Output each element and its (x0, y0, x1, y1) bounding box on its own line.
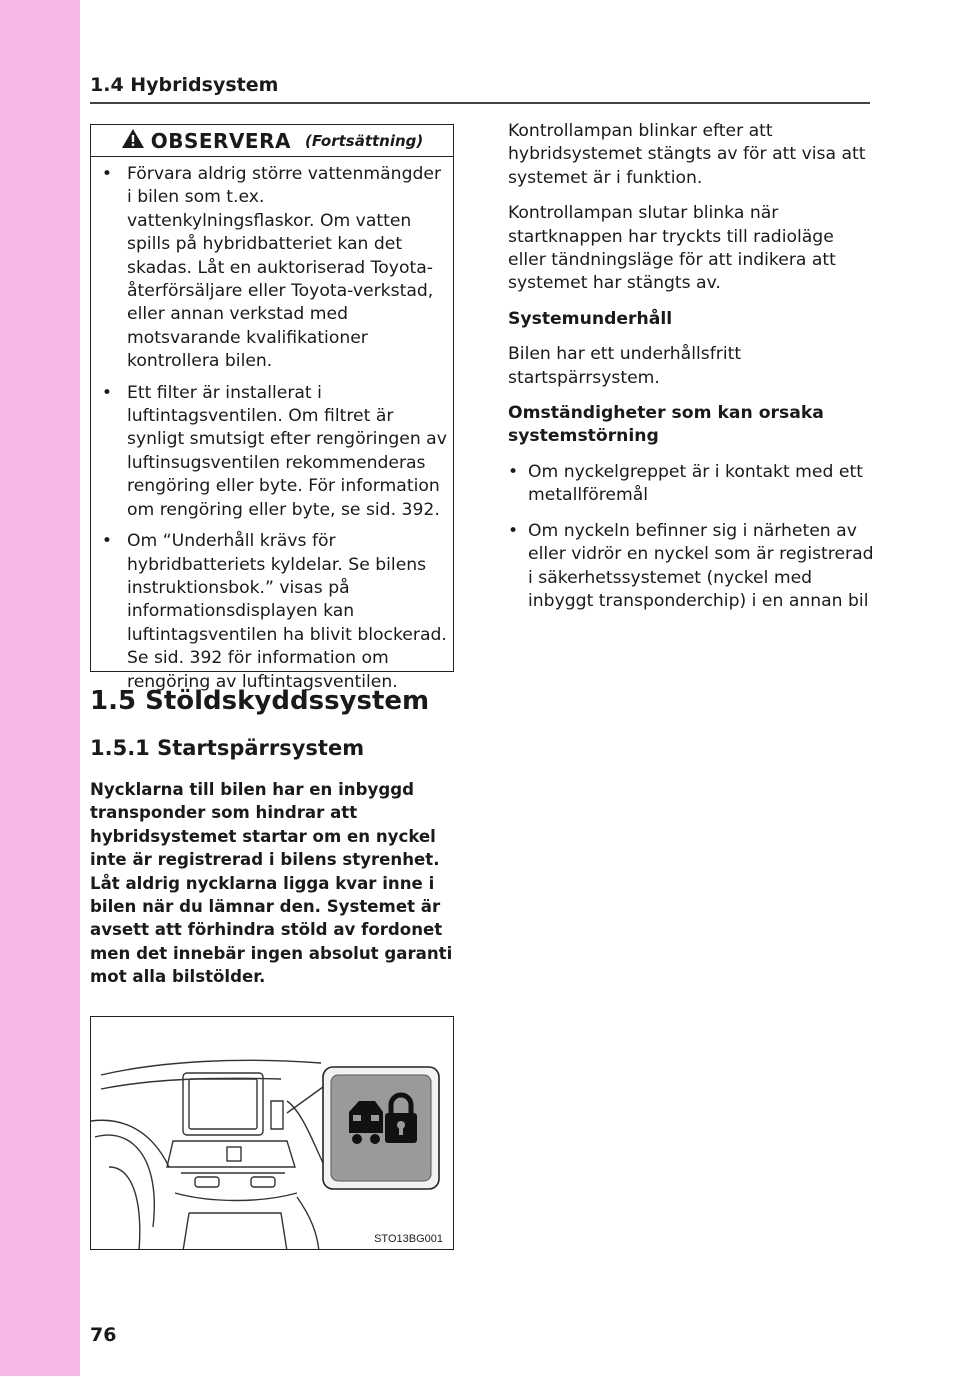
list-item: • Om nyckeln befinner sig i närheten av eller vidrör en nyckel som är registrerad i säkerhetssystemet (nyckel med inbyggt transponderchip) i en annan bil (508, 520, 874, 611)
paragraph: Kontrollampan blinkar efter att hybridsystemet stängts av för att visa att systemet är i funktion. (508, 121, 866, 188)
warning-list (91, 157, 453, 694)
warning-title: OBSERVERA (150, 128, 291, 153)
header-divider (90, 102, 870, 104)
figure-code: STO13BG001 (374, 1233, 443, 1245)
right-list (508, 461, 874, 613)
paragraph: Kontrollampan slutar blinka när startknappen har tryckts till radioläge eller tändningsläge för att indikera att systemet har stängts av. (508, 203, 836, 294)
right-column (508, 120, 874, 625)
paragraph: Bilen har ett underhållsfritt startspärrsystem. (508, 344, 742, 388)
list-item: • Om nyckelgreppet är i kontakt med ett metallföremål (508, 461, 863, 506)
subsection-title: 1.5.1 Startspärrsystem (90, 736, 365, 760)
page-number: 76 (90, 1324, 117, 1346)
page-edge-strip (0, 0, 80, 1376)
warning-item: • Om “Underhåll krävs för hybridbatteriets kyldelar. Se bilens instruktionsbok.” visas på informationsdisplayen kan luftintagsventilen ha blivit blockerad. Se sid. 392 för information om rengöring av luftintagsventilen. (101, 531, 447, 692)
warning-header (91, 125, 453, 157)
warning-continued: (Fortsättning) (304, 131, 424, 150)
intro-paragraph: Nycklarna till bilen har en inbyggd transponder som hindrar att hybridsystemet startar om en nyckel inte är registrerad i bilens styrenhet. Låt aldrig nycklarna ligga kvar inne i bilen när du lämnar den. Systemet är avsett att förhindra stöld av fordonet men det innebär ingen absolut garanti mot alla bilstölder. (90, 780, 453, 987)
warning-item: • Ett filter är installerat i luftintagsventilen. Om filtret är synligt smutsigt efter rengöringen av luftinsugsventilen rekommenderas rengöring eller byte. För information om rengöring eller byte, se sid. 392. (101, 382, 447, 520)
warning-triangle-icon (121, 128, 145, 153)
heading-omstandigheter: Omständigheter som kan orsaka systemstörning (508, 403, 824, 447)
warning-item: • Förvara aldrig större vattenmängder i bilen som t.ex. vattenkylningsflaskor. Om vatten spills på hybridbatteriet kan det skadas. Låt en auktoriserad Toyota-återförsäljare eller Toyota-verkstad, eller annan verkstad med motsvarande kvalifikationer kontrollera bilen. (101, 164, 442, 372)
dashboard-illustration (91, 1017, 454, 1250)
section-header: 1.4 Hybridsystem (90, 74, 279, 96)
section-title: 1.5 Stöldskyddssystem (90, 686, 430, 716)
warning-box (90, 124, 454, 692)
dashboard-figure (90, 1016, 454, 1250)
heading-systemunderhall: Systemunderhåll (508, 308, 673, 329)
